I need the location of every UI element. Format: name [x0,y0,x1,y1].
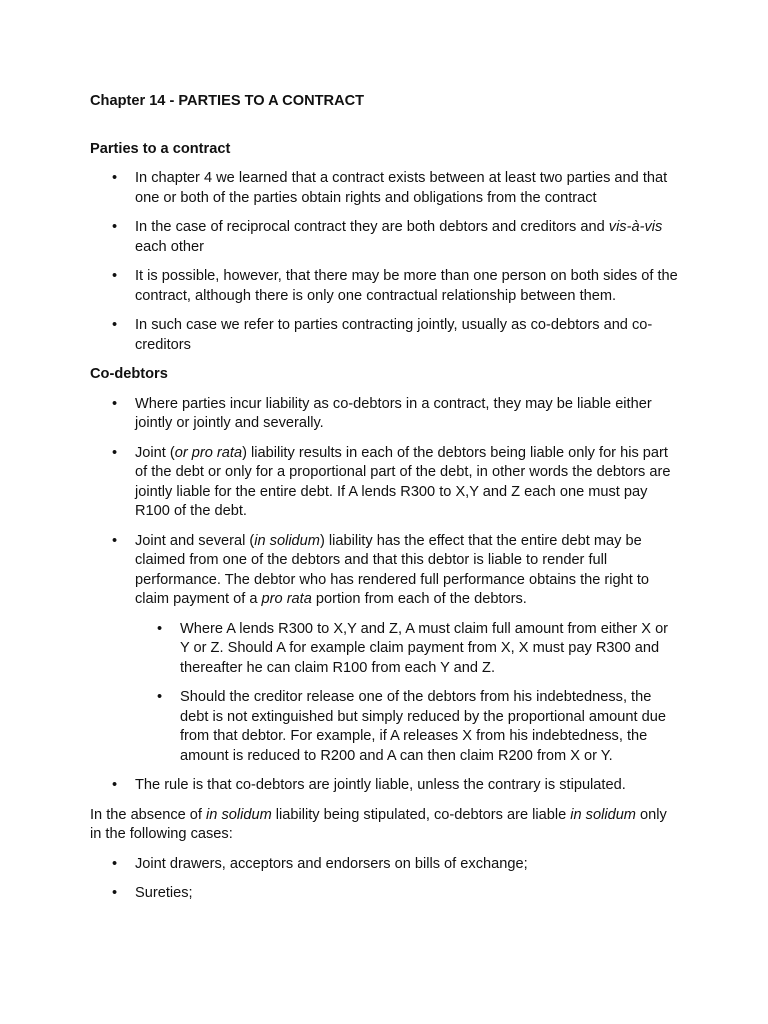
document-body [90,92,680,914]
list-item: • In such case we refer to parties contracting jointly, usually as co-debtors and co-creditors [90,316,680,355]
list-item: • The rule is that co-debtors are jointly liable, unless the contrary is stipulated. [90,776,680,796]
parties-list [90,169,680,355]
list-item: • Joint drawers, acceptors and endorsers on bills of exchange; [90,855,680,875]
sub-list-item: • Where A lends R300 to X,Y and Z, A must claim full amount from either X or Y or Z. Should A for example claim payment from X, X must pay R300 and thereafter he can claim R100 from each Y and Z. [135,620,680,679]
section-heading-parties: Parties to a contract [90,140,231,157]
list-item: • In chapter 4 we learned that a contract exists between at least two parties and that one or both of the parties obtain rights and obligations from the contract [90,169,680,208]
section-heading-co-debtors: Co-debtors [90,366,168,382]
list-item: • It is possible, however, that there may be more than one person on both sides of the contract, although there is only one contractual relationship between them. [90,267,680,306]
co-debtors-list [90,395,680,796]
absence-paragraph: In the absence of in solidum liability being stipulated, co-debtors are liable in solidum only in the following cases: [90,806,667,842]
list-item: • Joint (or pro rata) liability results in each of the debtors being liable only for his part of the debt or only for a proportional part of the debt, in other words the debtors are jointly liable for the entire debt. If A lends R300 to X,Y and Z each one must pay R100 of the debt. [90,444,680,522]
cases-list [90,855,680,904]
list-item: • Sureties; [90,884,680,904]
list-item: • In the case of reciprocal contract they are both debtors and creditors and vis-à-vis each other [90,218,680,257]
sub-list [135,620,680,767]
chapter-title: Chapter 14 - PARTIES TO A CONTRACT [90,93,365,109]
sub-list-item: • Should the creditor release one of the debtors from his indebtedness, the debt is not extinguished but simply reduced by the proportional amount due from that debtor. For example, if A releases X from his indebtedness, the amount is reduced to R200 and A can then claim R200 from X or Y. [135,688,680,766]
list-item: • Joint and several (in solidum) liability has the effect that the entire debt may be claimed from one of the debtors and that this debtor is liable to render full performance. The debtor who has rendered full performance obtains the right to claim payment of a pro rata portion from each of the debtors. • Where A lends R300 to X,Y and Z, A must claim full amount from either X or Y or Z. Should A for example claim payment from X, X must pay R300 and thereafter he can claim R100 from each Y and Z. • Should the creditor release one of the debtors from his indebtedness, the debt is not extinguished but simply reduced by the proportional amount due from that debtor. For example, if A releases X from his indebtedness, the amount is reduced to R200 and A can then claim R200 from X or Y. [90,532,680,767]
list-item: • Where parties incur liability as co-debtors in a contract, they may be liable either jointly or jointly and severally. [90,395,680,434]
